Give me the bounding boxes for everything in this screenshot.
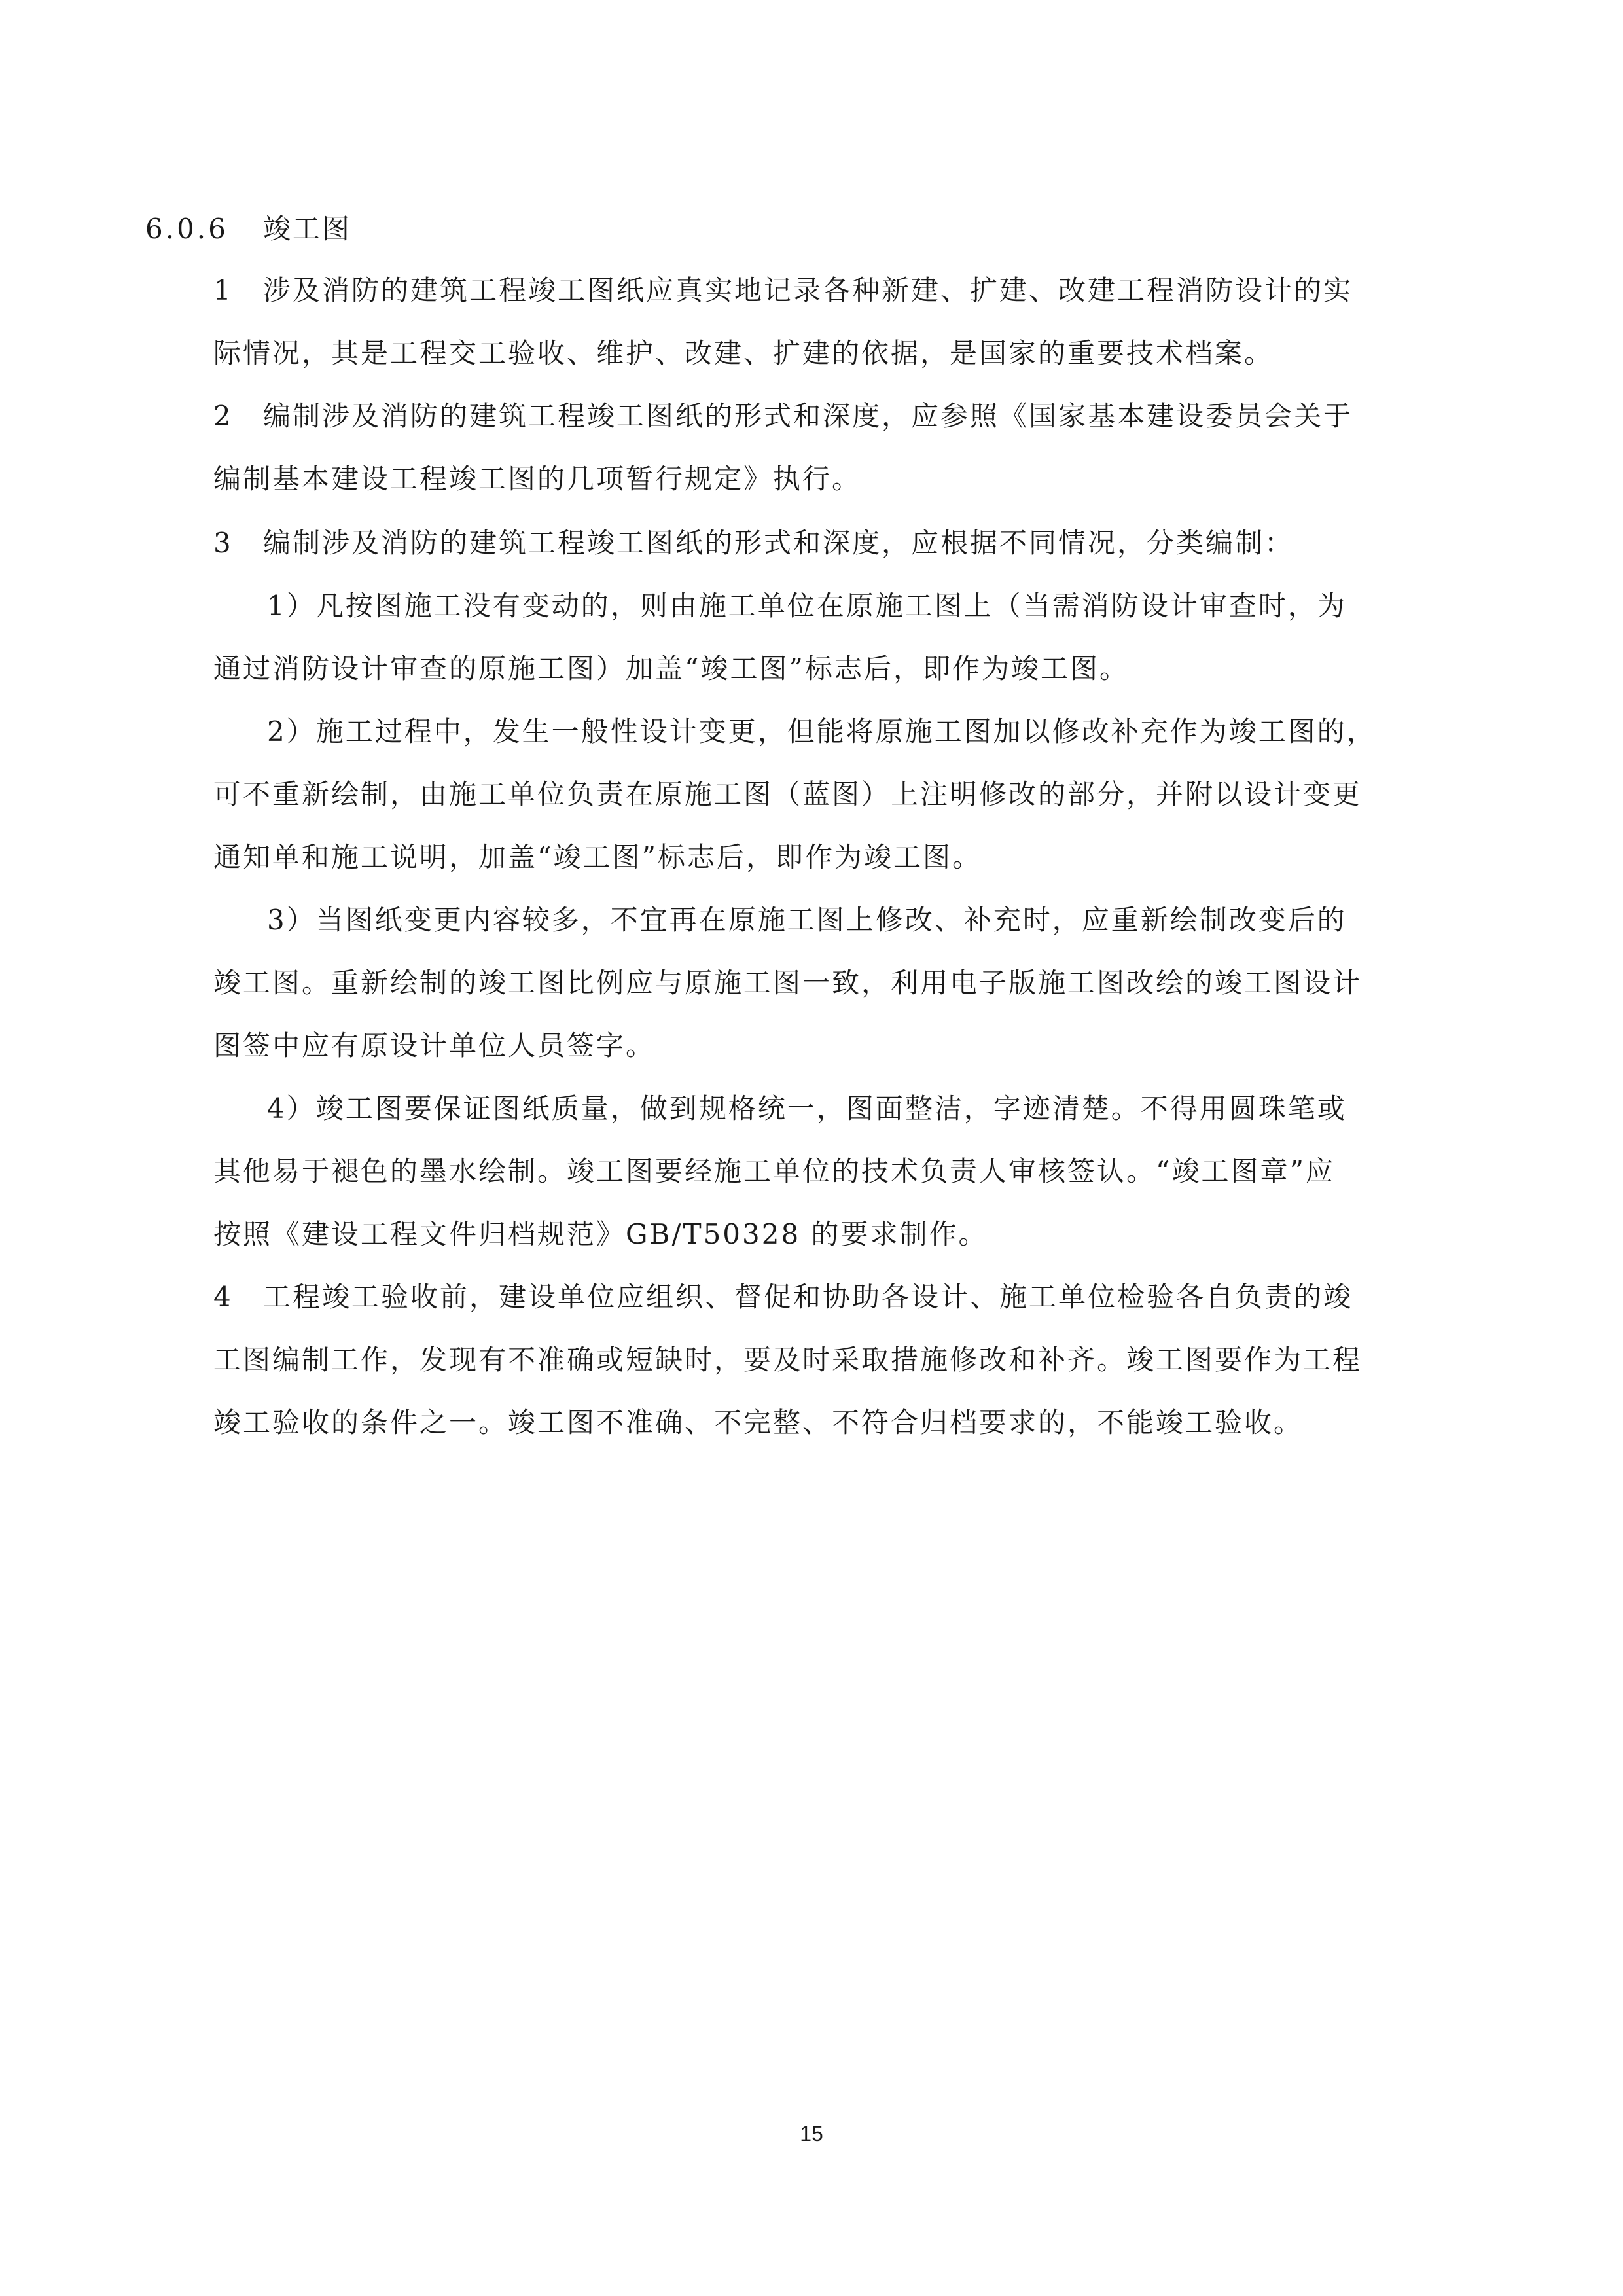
item-4-line-1: [213, 1278, 1353, 1317]
item-2-text: 编制涉及消防的建筑工程竣工图纸的形式和深度，应参照《国家基本建设委员会关于: [263, 400, 1353, 432]
item-2-line-1: [213, 397, 1353, 436]
item-2-line-2: 编制基本建设工程竣工图的几项暂行规定》执行。: [213, 463, 862, 495]
subitem-1-line-2: 通过消防设计审查的原施工图）加盖“竣工图”标志后，即作为竣工图。: [213, 653, 1129, 685]
subitem-3-line-3: 图签中应有原设计单位人员签字。: [213, 1030, 656, 1062]
section-title: 竣工图: [263, 213, 352, 245]
section-heading: [145, 209, 351, 249]
subitem-2-line-2: 可不重新绘制，由施工单位负责在原施工图（蓝图）上注明修改的部分，并附以设计变更: [213, 778, 1363, 810]
item-1-text: 涉及消防的建筑工程竣工图纸应真实地记录各种新建、扩建、改建工程消防设计的实: [263, 274, 1353, 306]
item-1-line-1: [213, 271, 1353, 310]
subitem-3-line-2: 竣工图。重新绘制的竣工图比例应与原施工图一致，利用电子版施工图改绘的竣工图设计: [213, 967, 1363, 999]
subitem-2-line-3: 通知单和施工说明，加盖“竣工图”标志后，即作为竣工图。: [213, 841, 982, 873]
item-1-line-2: 际情况，其是工程交工验收、维护、改建、扩建的依据，是国家的重要技术档案。: [213, 337, 1274, 369]
item-3-line-1: [213, 524, 1294, 563]
item-4-line-3: 竣工验收的条件之一。竣工图不准确、不完整、不符合归档要求的，不能竣工验收。: [213, 1407, 1304, 1439]
subitem-4-line-1: 4）竣工图要保证图纸质量，做到规格统一，图面整洁，字迹清楚。不得用圆珠笔或: [267, 1092, 1347, 1124]
item-1-number: 1: [213, 274, 233, 306]
section-number: 6.0.6: [145, 213, 228, 245]
subitem-3-line-1: 3）当图纸变更内容较多，不宜再在原施工图上修改、补充时，应重新绘制改变后的: [267, 904, 1347, 936]
page-number: 15: [800, 2122, 823, 2145]
item-4-number: 4: [213, 1281, 233, 1313]
item-2-number: 2: [213, 400, 233, 432]
item-4-line-2: 工图编制工作，发现有不准确或短缺时，要及时采取措施修改和补齐。竣工图要作为工程: [213, 1344, 1363, 1376]
item-3-number: 3: [213, 527, 233, 559]
item-4-text: 工程竣工验收前，建设单位应组织、督促和协助各设计、施工单位检验各自负责的竣: [263, 1281, 1353, 1313]
subitem-1-line-1: 1）凡按图施工没有变动的，则由施工单位在原施工图上（当需消防设计审查时，为: [267, 590, 1347, 622]
item-3-text: 编制涉及消防的建筑工程竣工图纸的形式和深度，应根据不同情况，分类编制：: [263, 527, 1294, 559]
subitem-4-line-2: 其他易于褪色的墨水绘制。竣工图要经施工单位的技术负责人审核签认。“竣工图章”应: [213, 1155, 1335, 1187]
subitem-2-line-1: 2）施工过程中，发生一般性设计变更，但能将原施工图加以修改补充作为竣工图的，: [267, 715, 1376, 747]
subitem-4-line-3: 按照《建设工程文件归档规范》GB/T50328 的要求制作。: [213, 1218, 988, 1250]
